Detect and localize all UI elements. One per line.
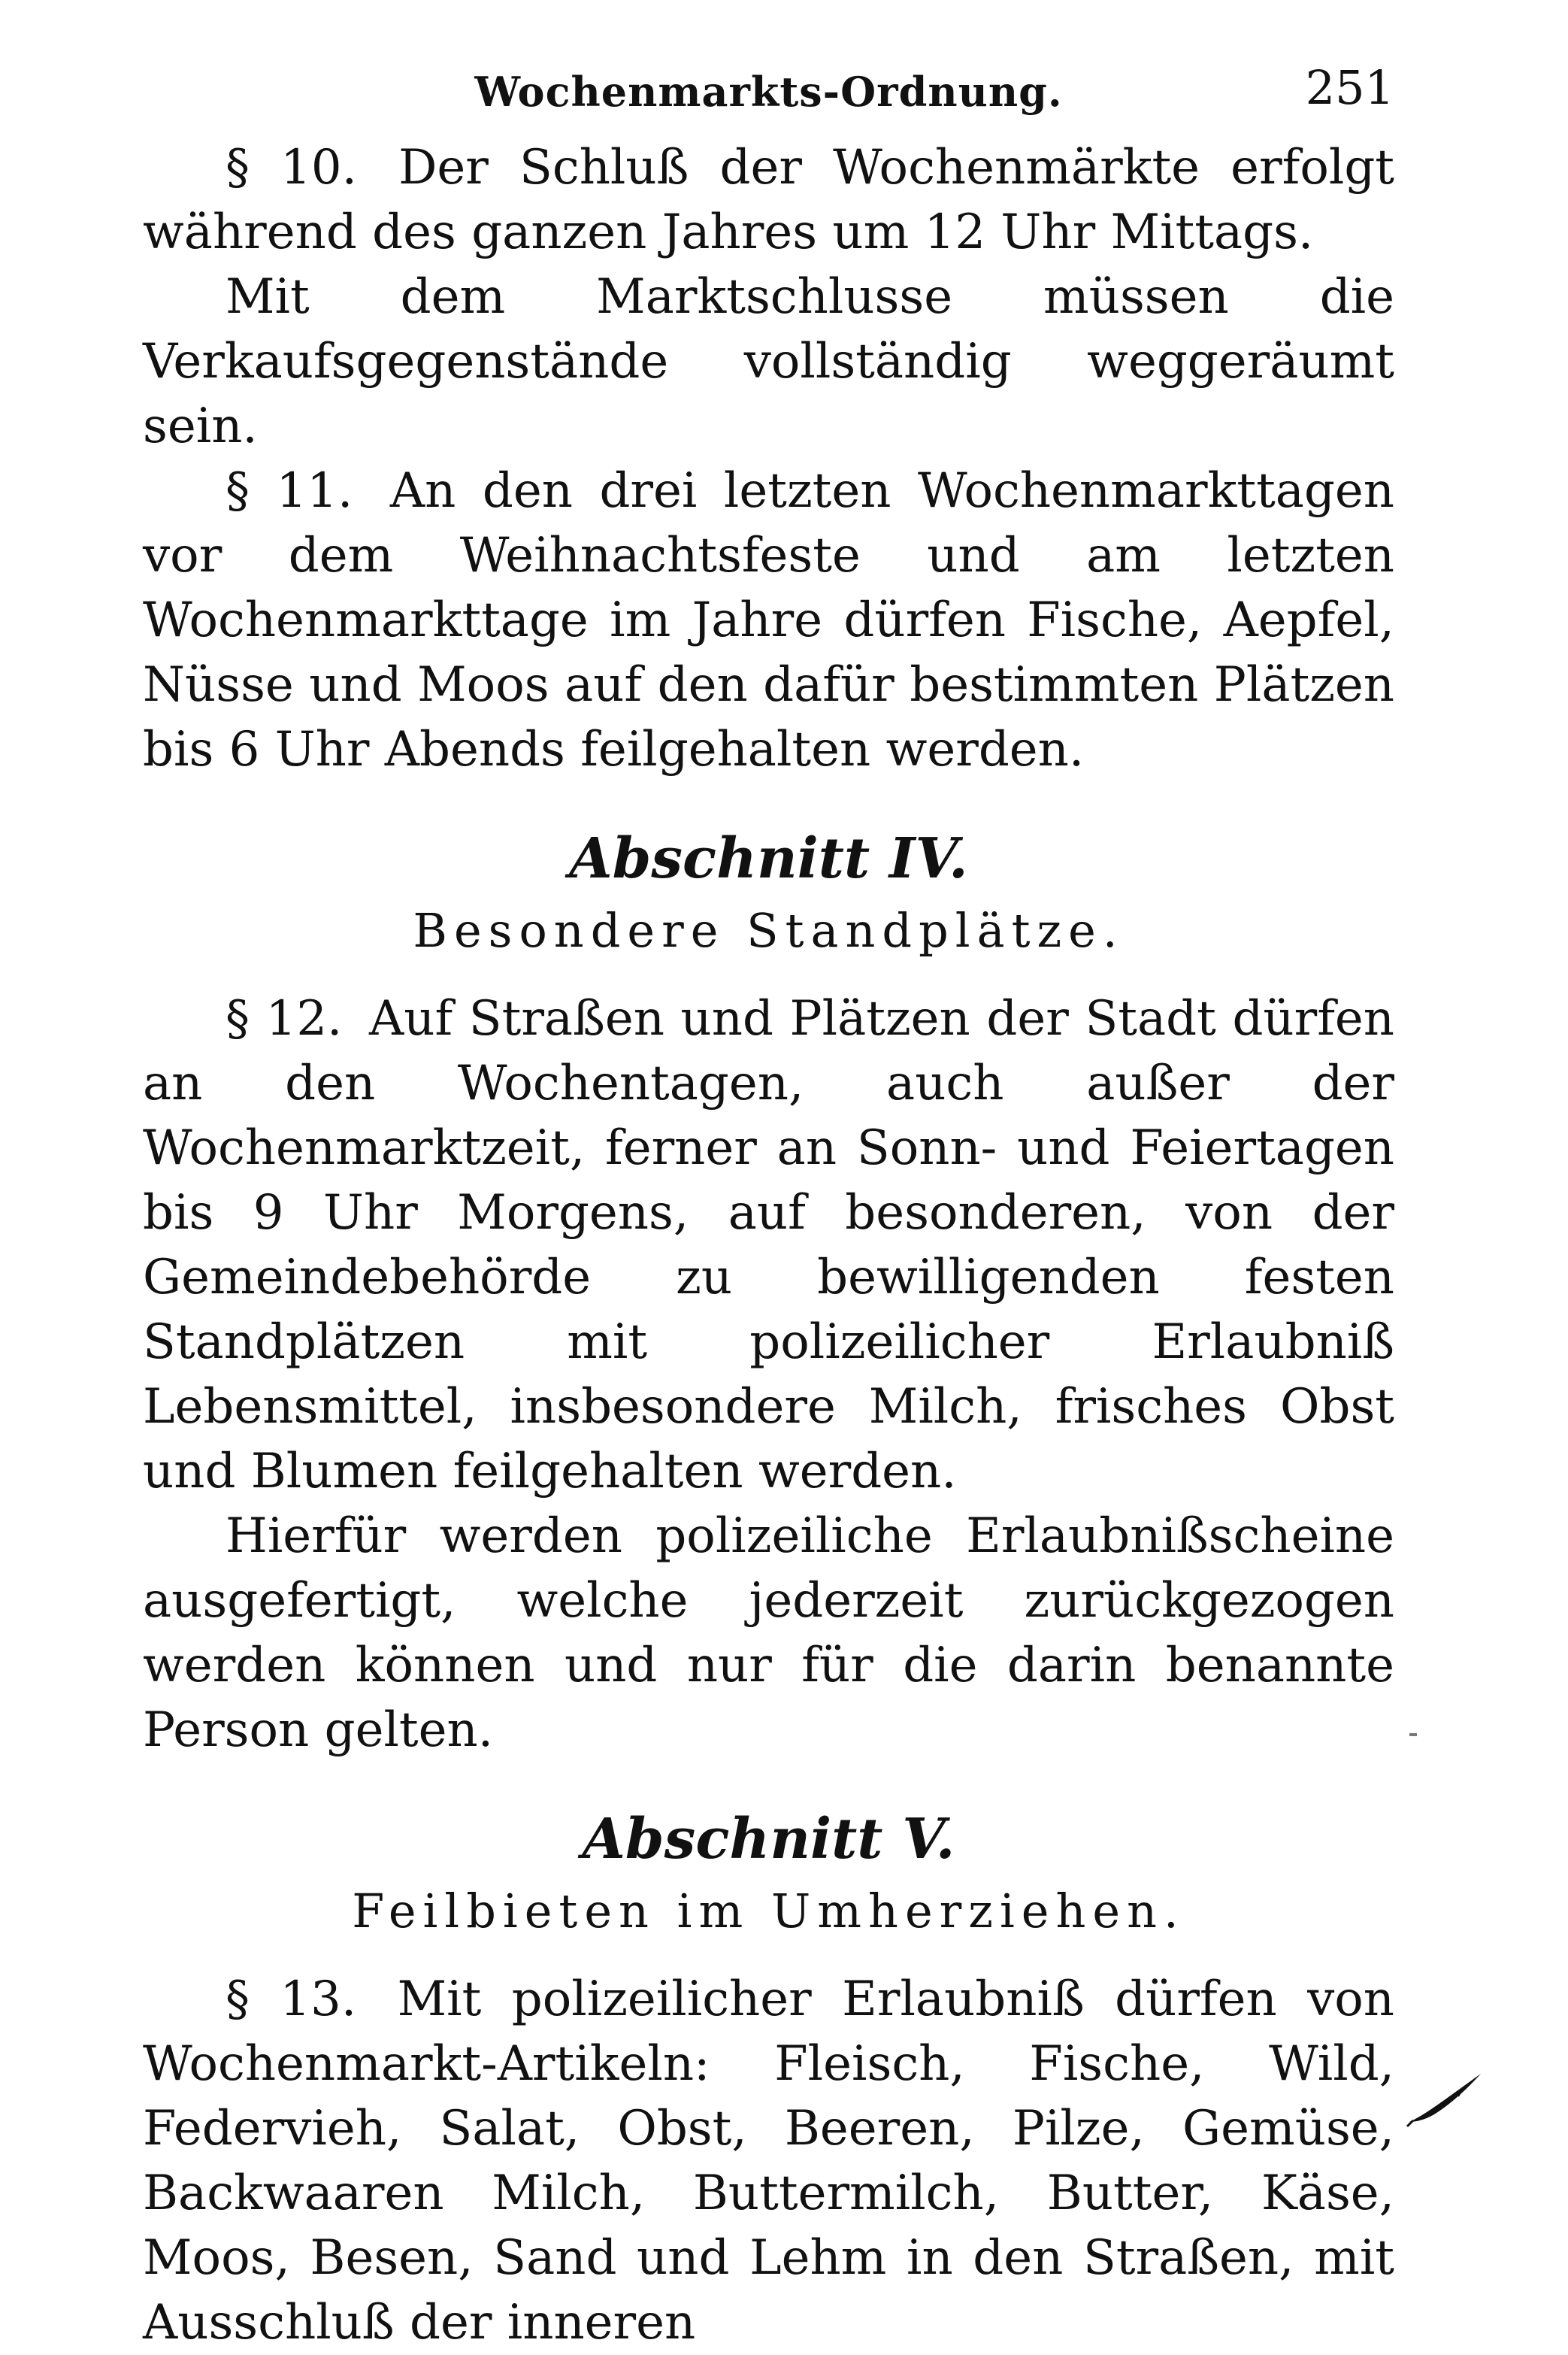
print-speck [1409, 1733, 1417, 1736]
section-number: § 10. [226, 140, 357, 195]
section-heading-iv: Abschnitt IV. [569, 826, 968, 891]
running-header [143, 53, 1394, 135]
paragraph-text: Hierfür werden polizeiliche Erlaubnißscheine ausgefertigt, welche jederzeit zurückgezogen werden können und nur für die darin benannte Person gelten. [143, 1508, 1394, 1758]
section-number: § 12. [226, 991, 343, 1047]
paragraph-text: Der Schluß der Wochenmärkte erfolgt während des ganzen Jahres um 12 Uhr Mittags. [143, 140, 1395, 260]
section-number: § 13. [226, 1972, 357, 2027]
section-number: § 11. [226, 463, 353, 519]
section-subtitle-v: Feilbieten im Umherziehen. [352, 1884, 1185, 1938]
section-subtitle-iv: Besondere Standplätze. [413, 903, 1125, 958]
quill-flourish-icon [1406, 2068, 1488, 2128]
paragraph-12-continued [143, 1504, 1394, 1762]
paragraph-text: Auf Straßen und Plätzen der Stadt dürfen an den Wochentagen, auch außer der Wochenmarktzeit, ferner an Sonn- und Feiertagen bis 9 Uhr Morgens, auf besonderen, von der Gemeindebehörde zu bewilligenden festen Standplätzen mit polizeilicher Erlaubniß Lebensmittel, insbesondere Milch, frisches Obst und Blumen feilgehalten werden. [143, 991, 1395, 1499]
paragraph-10-continued [143, 265, 1394, 459]
page-number: 251 [1305, 60, 1394, 115]
paragraph-12 [143, 987, 1394, 1504]
paragraph-text: Mit dem Marktschlusse müssen die Verkaufsgegenstände vollständig weggeräumt sein. [143, 269, 1394, 454]
document-page [143, 53, 1395, 2350]
paragraph-11 [143, 459, 1394, 782]
section-heading-v: Abschnitt V. [582, 1807, 955, 1872]
paragraph-10 [143, 135, 1394, 265]
paragraph-text: An den drei letzten Wochenmarkttagen vor dem Weihnachtsfeste und am letzten Wochenmarkttage im Jahre dürfen Fische, Aepfel, Nüsse und Moos auf den dafür bestimmten Plätzen bis 6 Uhr Abends feilgehalten werden. [143, 463, 1395, 777]
paragraph-text: Mit polizeilicher Erlaubniß dürfen von Wochenmarkt-Artikeln: Fleisch, Fische, Wild, Federvieh, Salat, Obst, Beeren, Pilze, Gemüse, Backwaaren Milch, Buttermilch, Butter, Käse, Moos, Besen, Sand und Lehm in den Straßen, mit Ausschluß der inneren [143, 1972, 1395, 2350]
running-title: Wochenmarkts-Ordnung. [474, 68, 1063, 116]
paragraph-13 [143, 1967, 1394, 2355]
